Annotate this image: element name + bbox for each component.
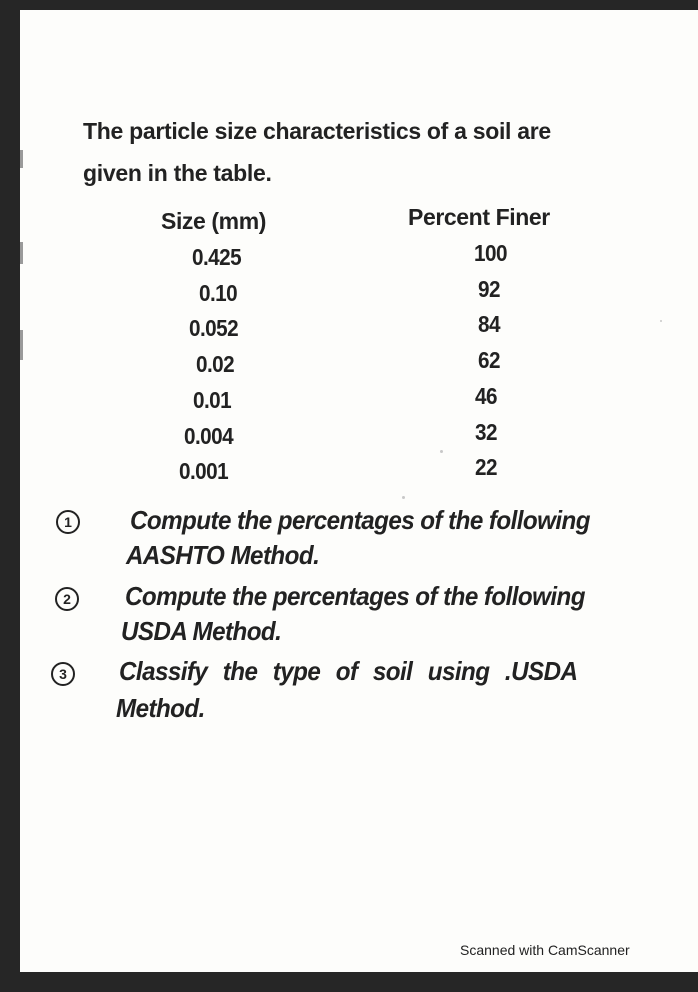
question-3-line-2: Method. — [116, 693, 205, 723]
percent-cell: 62 — [478, 347, 500, 373]
scan-edge-mark — [20, 150, 23, 168]
size-cell: 0.02 — [196, 351, 235, 377]
percent-cell: 46 — [475, 383, 497, 409]
question-number-badge: 2 — [55, 587, 79, 611]
size-cell: 0.425 — [192, 244, 242, 270]
percent-cell: 92 — [478, 276, 500, 302]
question-2-line-1: Compute the percentages of the following — [125, 581, 585, 611]
question-1-line-1: Compute the percentages of the following — [130, 505, 590, 535]
scan-edge-mark — [20, 242, 23, 264]
question-2-line-2: USDA Method. — [121, 616, 282, 646]
percent-cell: 22 — [475, 454, 497, 480]
percent-cell: 100 — [474, 240, 507, 266]
size-cell: 0.052 — [189, 315, 239, 341]
question-number-badge: 3 — [51, 662, 75, 686]
percent-finer-column-header: Percent Finer — [408, 204, 550, 230]
size-cell: 0.01 — [193, 387, 232, 413]
scanner-watermark: Scanned with CamScanner — [460, 942, 630, 958]
percent-cell: 32 — [475, 419, 497, 445]
question-1-line-2: AASHTO Method. — [126, 540, 320, 570]
size-column-header: Size (mm) — [161, 208, 267, 234]
scan-speck — [440, 450, 443, 453]
scan-edge-mark — [20, 330, 23, 360]
question-number-badge: 1 — [56, 510, 80, 534]
question-3-line-1: Classify the type of soil using .USDA — [119, 656, 578, 686]
size-cell: 0.004 — [184, 423, 234, 449]
size-cell: 0.10 — [199, 280, 238, 306]
scan-speck — [402, 496, 405, 499]
size-cell: 0.001 — [179, 458, 229, 484]
intro-line-2: given in the table. — [83, 160, 272, 186]
intro-line-1: The particle size characteristics of a soil are — [83, 118, 551, 144]
percent-cell: 84 — [478, 311, 500, 337]
scanned-page — [20, 10, 698, 972]
scan-speck — [660, 320, 662, 322]
